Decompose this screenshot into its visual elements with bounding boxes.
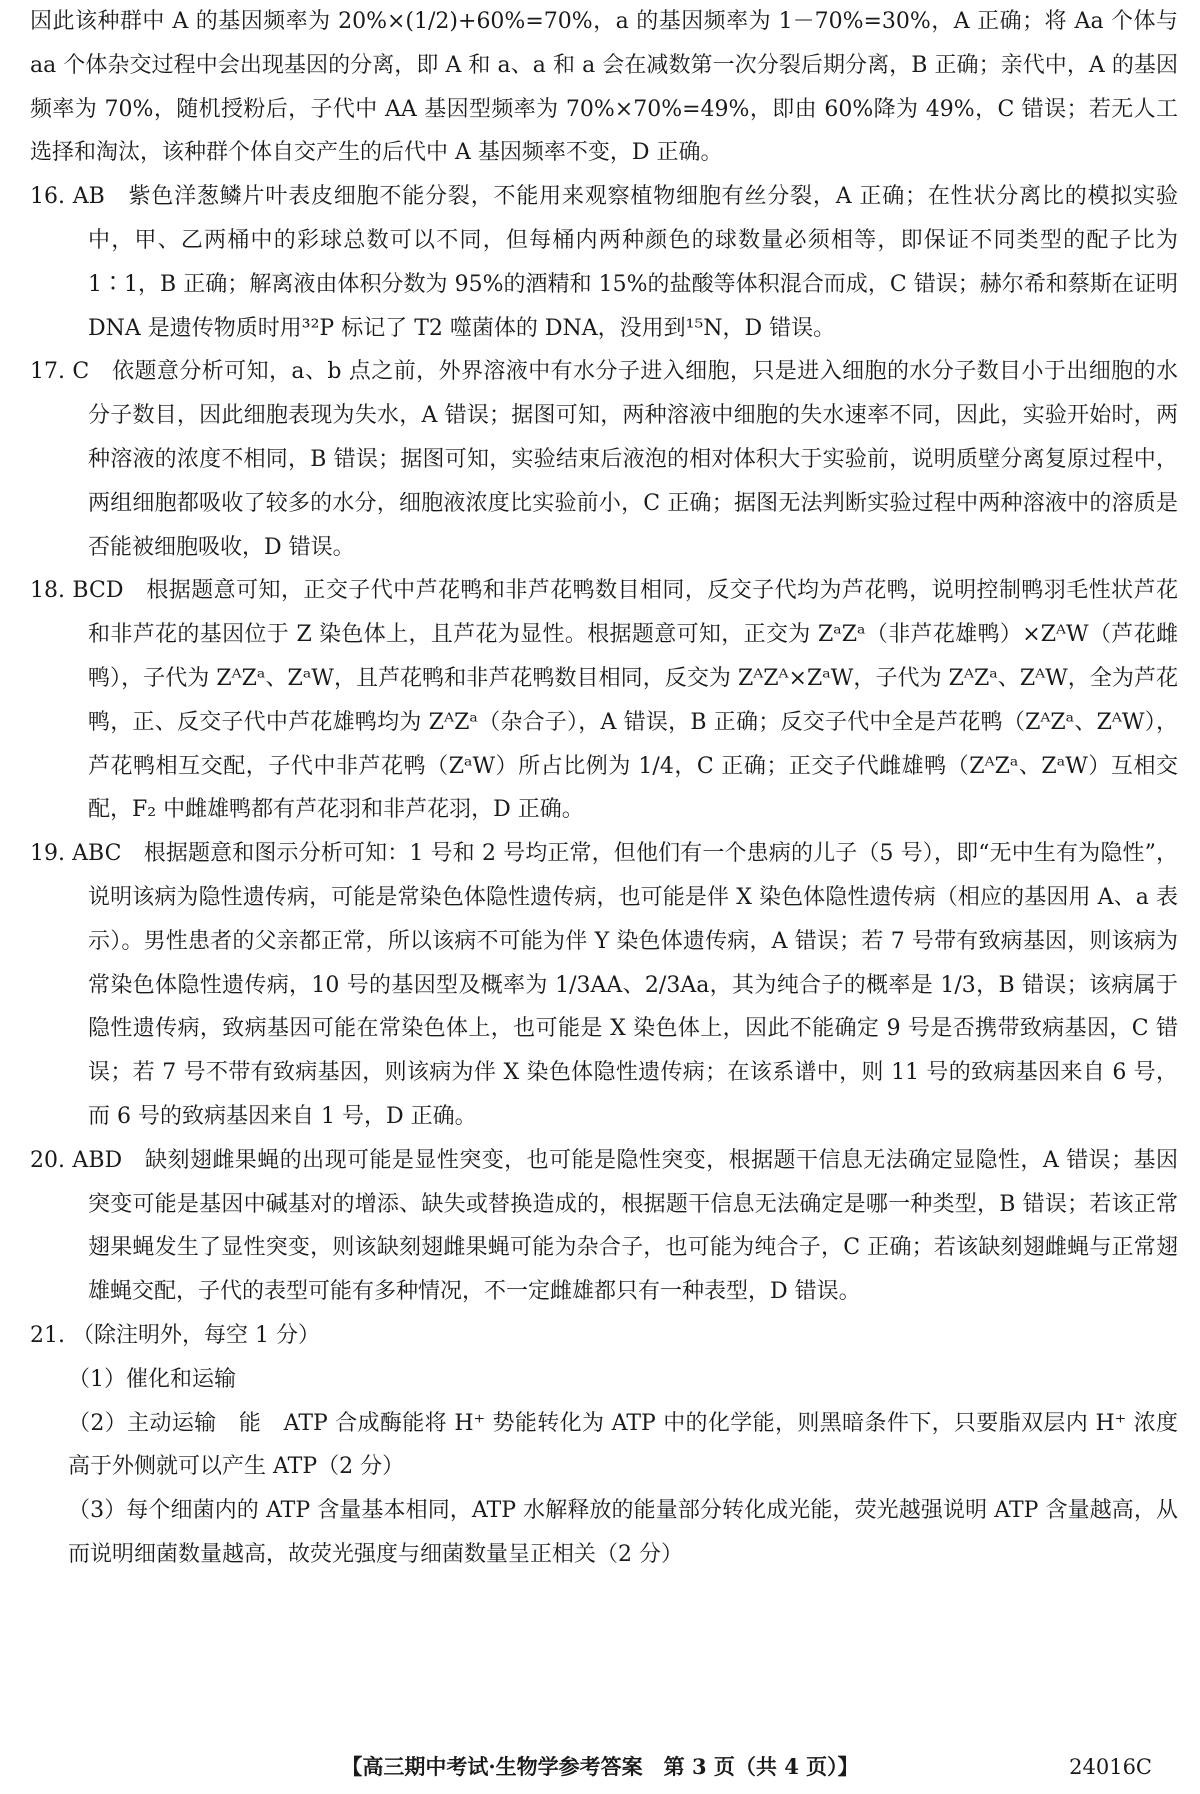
answer-18: 18. BCD 根据题意可知，正交子代中芦花鸭和非芦花鸭数目相同，反交子代均为芦花鸭，说明控制鸭羽毛性状芦花和非芦花的基因位于 Z 染色体上，且芦花为显性。根据题意可知，正交为 ZᵃZᵃ（非芦花雄鸭）×ZᴬW（芦花雌鸭），子代为 ZᴬZᵃ、ZᵃW，且芦花鸭和非芦花鸭数目相同，反交为 ZᴬZᴬ×ZᵃW，子代为 ZᴬZᵃ、ZᴬW，全为芦花鸭，正、反交子代中芦花雄鸭均为 ZᴬZᵃ（杂合子），A 错误，B 正确；反交子代中全是芦花鸭（ZᴬZᵃ、ZᴬW），芦花鸭相互交配，子代中非芦花鸭（ZᵃW）所占比例为 1/4，C 正确；正交子代雌雄鸭（ZᴬZᵃ、ZᵃW）互相交配，F₂ 中雌雄鸭都有芦花羽和非芦花羽，D 正确。 xyxy=(30,578,1178,823)
answer-16: 16. AB 紫色洋葱鳞片叶表皮细胞不能分裂，不能用来观察植物细胞有丝分裂，A 正确；在性状分离比的模拟实验中，甲、乙两桶中的彩球总数可以不同，但每桶内两种颜色的球数量必须相等，即保证不同类型的配子比为 1∶1，B 正确；解离液由体积分数为 95%的酒精和 15%的盐酸等体积混合而成，C 错误；赫尔希和蔡斯在证明 DNA 是遗传物质时用³²P 标记了 T2 噬菌体的 DNA，没用到¹⁵N，D 错误。 xyxy=(30,184,1178,341)
answer-21-part-2: （2）主动运输 能 ATP 合成酶能将 H⁺ 势能转化为 ATP 中的化学能，则黑暗条件下，只要脂双层内 H⁺ 浓度高于外侧就可以产生 ATP（2 分） xyxy=(68,1410,1178,1480)
answer-21-heading: 21. （除注明外，每空 1 分） xyxy=(30,1322,320,1348)
answer-19: 19. ABC 根据题意和图示分析可知：1 号和 2 号均正常，但他们有一个患病的儿子（5 号），即“无中生有为隐性”，说明该病为隐性遗传病，可能是常染色体隐性遗传病，也可能是伴 X 染色体隐性遗传病（相应的基因用 A、a 表示）。男性患者的父亲都正常，所以该病不可能为伴 Y 染色体遗传病，A 错误；若 7 号带有致病基因，则该病为常染色体隐性遗传病，10 号的基因型及概率为 1/3AA、2/3Aa，其为纯合子的概率是 1/3，B 错误；该病属于隐性遗传病，致病基因可能在常染色体上，也可能是 X 染色体上，因此不能确定 9 号是否携带致病基因，C 错误；若 7 号不带有致病基因，则该病为伴 X 染色体隐性遗传病；在该系谱中，则 11 号的致病基因来自 6 号，而 6 号的致病基因来自 1 号，D 正确。 xyxy=(30,841,1178,1129)
exam-code: 24016C xyxy=(1069,1755,1152,1779)
page-footer xyxy=(0,1747,1200,1787)
answer-20: 20. ABD 缺刻翅雌果蝇的出现可能是显性突变，也可能是隐性突变，根据题干信息无法确定显隐性，A 错误；基因突变可能是基因中碱基对的增添、缺失或替换造成的，根据题干信息无法确定是哪一种类型，B 错误；若该正常翅果蝇发生了显性突变，则该缺刻翅雌果蝇可能为杂合子，也可能为纯合子，C 正确；若该缺刻翅雌蝇与正常翅雄蝇交配，子代的表型可能有多种情况，不一定雌雄都只有一种表型，D 错误。 xyxy=(30,1147,1178,1305)
answer-15-continuation: 因此该种群中 A 的基因频率为 20%×(1/2)+60%=70%，a 的基因频率为 1－70%=30%，A 正确；将 Aa 个体与 aa 个体杂交过程中会出现基因的分离，即 A 和 a、a 和 a 会在减数第一次分裂后期分离，B 正确；亲代中，A 的基因频率为 70%，随机授粉后，子代中 AA 基因型频率为 70%×70%=49%，即由 60%降为 49%，C 错误；若无人工选择和淘汰，该种群个体自交产生的后代中 A 基因频率不变，D 正确。 xyxy=(30,9,1178,166)
answer-content xyxy=(30,0,1178,1577)
footer-title: 【高三期中考试·生物学参考答案 第 3 页（共 4 页）】 xyxy=(341,1754,859,1779)
answer-21-part-3: （3）每个细菌内的 ATP 含量基本相同，ATP 水解释放的能量部分转化成光能，荧光越强说明 ATP 含量越高，从而说明细菌数量越高，故荧光强度与细菌数量呈正相关（2 分） xyxy=(68,1498,1178,1567)
answer-21-part-1: （1）催化和运输 xyxy=(68,1366,236,1392)
answer-17: 17. C 依题意分析可知，a、b 点之前，外界溶液中有水分子进入细胞，只是进入细胞的水分子数目小于出细胞的水分子数目，因此细胞表现为失水，A 错误；据图可知，两种溶液中细胞的失水速率不同，因此，实验开始时，两种溶液的浓度不相同，B 错误；据图可知，实验结束后液泡的相对体积大于实验前，说明质壁分离复原过程中，两组细胞都吸收了较多的水分，细胞液浓度比实验前小，C 正确；据图无法判断实验过程中两种溶液中的溶质是否能被细胞吸收，D 错误。 xyxy=(30,359,1178,560)
